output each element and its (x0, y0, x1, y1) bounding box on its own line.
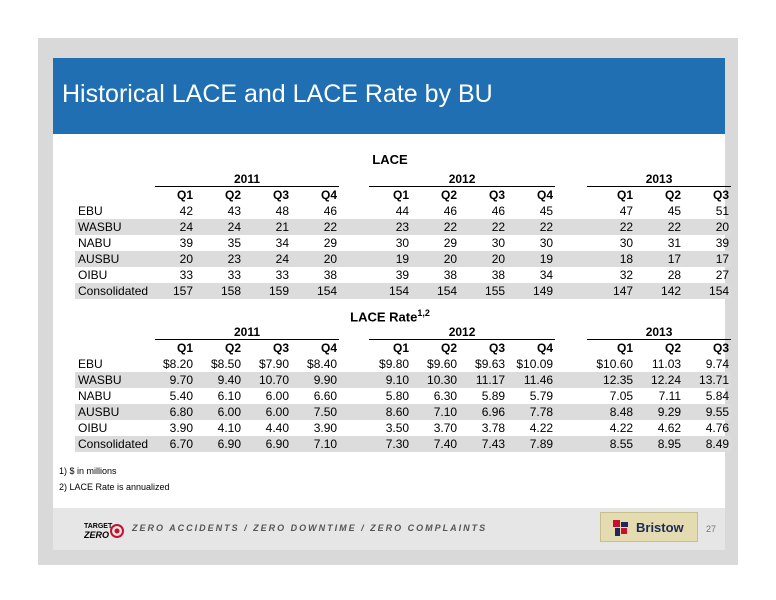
svg-text:ZERO: ZERO (84, 530, 110, 540)
value-cell: 4.22 (609, 420, 634, 435)
year-header: 2011 (155, 172, 339, 187)
quarter-header: Q4 (321, 340, 338, 355)
value-cell: 46 (323, 203, 338, 218)
value-cell: 12.24 (635, 372, 683, 388)
value-cell: 7.43 (459, 436, 507, 452)
spacer (339, 372, 369, 388)
value-cell: 38 (443, 267, 458, 282)
lace-rate-heading-text: LACE Rate (350, 309, 418, 325)
table-row (75, 251, 731, 267)
value-cell: 46 (491, 203, 506, 218)
spacer (555, 267, 587, 283)
footnote-2: 2) LACE Rate is annualized (59, 482, 170, 492)
value-cell: 7.10 (291, 436, 339, 452)
spacer (339, 172, 369, 187)
value-cell: 142 (635, 283, 683, 299)
value-cell: 19 (369, 251, 411, 267)
spacer (339, 436, 369, 452)
value-cell: 22 (291, 219, 339, 235)
spacer (555, 172, 587, 187)
value-cell: $8.20 (162, 356, 193, 371)
spacer (555, 203, 587, 219)
slide-title: Historical LACE and LACE Rate by BU (62, 80, 493, 108)
value-cell: 38 (491, 267, 506, 282)
year-header: 2012 (369, 172, 555, 187)
value-cell: 24 (195, 219, 243, 235)
row-label: EBU (78, 203, 103, 218)
spacer (339, 356, 369, 372)
lace-heading-text: LACE (372, 152, 408, 167)
value-cell: 9.40 (195, 372, 243, 388)
value-cell: 28 (667, 267, 682, 282)
value-cell: 17 (683, 251, 731, 267)
spacer (339, 325, 369, 340)
value-cell: 6.00 (243, 404, 291, 420)
value-cell: 6.70 (155, 436, 195, 452)
value-cell: 39 (395, 267, 410, 282)
table-row (75, 219, 731, 235)
year-header: 2013 (587, 172, 731, 187)
value-cell: 3.78 (481, 420, 506, 435)
spacer (339, 388, 369, 404)
spacer (555, 340, 587, 356)
value-cell: 22 (635, 219, 683, 235)
value-cell: 11.17 (459, 372, 507, 388)
value-cell: 19 (507, 251, 555, 267)
quarter-header: Q2 (224, 340, 241, 355)
value-cell: 20 (411, 251, 459, 267)
footnote-1: 1) $ in millions (59, 466, 117, 476)
value-cell: 6.90 (243, 436, 291, 452)
value-cell: 6.90 (195, 436, 243, 452)
spacer (555, 187, 587, 203)
value-cell: 22 (507, 219, 555, 235)
value-cell: 33 (275, 267, 289, 282)
bristow-wordmark: Bristow (636, 520, 684, 535)
value-cell: 3.90 (313, 420, 338, 435)
table-row (75, 235, 731, 251)
value-cell: 5.80 (385, 388, 410, 403)
value-cell: 3.70 (433, 420, 458, 435)
row-label: AUSBU (75, 251, 155, 267)
value-cell: 7.50 (291, 404, 339, 420)
year-header: 2013 (587, 325, 731, 340)
quarter-header: Q1 (176, 340, 193, 355)
value-cell: $9.80 (379, 356, 410, 371)
value-cell: 11.46 (507, 372, 555, 388)
value-cell: 158 (195, 283, 243, 299)
value-cell: 7.89 (507, 436, 555, 452)
value-cell: 4.62 (657, 420, 682, 435)
spacer (339, 251, 369, 267)
value-cell: 17 (635, 251, 683, 267)
quarter-header: Q1 (176, 187, 193, 202)
spacer (75, 187, 155, 203)
spacer (555, 251, 587, 267)
value-cell: 8.48 (587, 404, 635, 420)
value-cell: 9.10 (369, 372, 411, 388)
value-cell: 9.90 (291, 372, 339, 388)
bristow-logo (600, 512, 698, 542)
spacer (555, 283, 587, 299)
spacer (555, 420, 587, 436)
value-cell: 7.78 (507, 404, 555, 420)
value-cell: 24 (243, 251, 291, 267)
table-row (75, 404, 731, 420)
quarter-header: Q3 (713, 187, 730, 202)
quarter-header: Q4 (321, 187, 338, 202)
value-cell: 45 (667, 203, 682, 218)
value-cell: 154 (411, 283, 459, 299)
value-cell: 9.74 (705, 356, 730, 371)
bristow-emblem-icon (611, 518, 631, 538)
value-cell: 27 (715, 267, 730, 282)
value-cell: 8.95 (635, 436, 683, 452)
value-cell: 44 (395, 203, 410, 218)
value-cell: 4.40 (265, 420, 289, 435)
value-cell: 23 (195, 251, 243, 267)
spacer (339, 404, 369, 420)
value-cell: 7.05 (609, 388, 634, 403)
target-zero-logo (84, 519, 124, 541)
value-cell: $9.60 (427, 356, 458, 371)
value-cell: 8.49 (683, 436, 731, 452)
value-cell: 48 (275, 203, 289, 218)
value-cell: 4.76 (705, 420, 730, 435)
spacer (339, 203, 369, 219)
quarter-header: Q1 (617, 187, 634, 202)
value-cell: 149 (507, 283, 555, 299)
value-cell: 6.30 (433, 388, 458, 403)
value-cell: 157 (155, 283, 195, 299)
value-cell: 154 (291, 283, 339, 299)
spacer (555, 325, 587, 340)
value-cell: 3.90 (169, 420, 193, 435)
value-cell: 20 (683, 219, 731, 235)
quarter-header: Q2 (665, 187, 682, 202)
value-cell: 7.10 (411, 404, 459, 420)
value-cell: $9.63 (475, 356, 506, 371)
value-cell: 10.70 (243, 372, 291, 388)
spacer (339, 283, 369, 299)
quarter-header: Q1 (393, 340, 410, 355)
value-cell: 31 (667, 235, 682, 250)
spacer (555, 372, 587, 388)
value-cell: 22 (587, 219, 635, 235)
year-header: 2011 (155, 325, 339, 340)
value-cell: 155 (459, 283, 507, 299)
value-cell: 5.79 (529, 388, 554, 403)
table-row (75, 420, 731, 436)
value-cell: 20 (291, 251, 339, 267)
value-cell: 8.60 (369, 404, 411, 420)
spacer (339, 267, 369, 283)
value-cell: 6.10 (217, 388, 241, 403)
value-cell: 9.55 (683, 404, 731, 420)
value-cell: 35 (227, 235, 241, 250)
value-cell: 6.96 (459, 404, 507, 420)
value-cell: 30 (491, 235, 506, 250)
quarter-header: Q3 (489, 187, 506, 202)
value-cell: 6.80 (155, 404, 195, 420)
row-label: OIBU (78, 267, 108, 282)
value-cell: $8.50 (210, 356, 241, 371)
value-cell: 6.00 (265, 388, 289, 403)
value-cell: 8.55 (587, 436, 635, 452)
quarter-header: Q2 (665, 340, 682, 355)
value-cell: 154 (683, 283, 731, 299)
row-label: EBU (78, 356, 103, 371)
value-cell: 33 (227, 267, 241, 282)
spacer (339, 187, 369, 203)
spacer (555, 404, 587, 420)
value-cell: 5.40 (169, 388, 193, 403)
lace-rate-heading (320, 308, 460, 324)
lace-rate-heading-sup: 1,2 (417, 308, 430, 318)
value-cell: $8.40 (307, 356, 338, 371)
quarter-header: Q2 (224, 187, 241, 202)
value-cell: 30 (539, 235, 554, 250)
value-cell: 34 (539, 267, 554, 282)
lace-rate-table (75, 325, 731, 452)
value-cell: 9.70 (155, 372, 195, 388)
page-number: 27 (706, 524, 717, 534)
value-cell: 23 (369, 219, 411, 235)
value-cell: 29 (443, 235, 458, 250)
value-cell: 34 (275, 235, 289, 250)
spacer (555, 219, 587, 235)
row-label: OIBU (78, 420, 108, 435)
table-row (75, 388, 731, 404)
quarter-header: Q1 (393, 187, 410, 202)
value-cell: 43 (227, 203, 241, 218)
value-cell: $10.09 (516, 356, 554, 371)
table-row (75, 283, 731, 299)
value-cell: 7.30 (369, 436, 411, 452)
value-cell: 11.03 (651, 356, 682, 371)
spacer (339, 340, 369, 356)
year-header: 2012 (369, 325, 555, 340)
quarter-header: Q3 (489, 340, 506, 355)
table-row (75, 436, 731, 452)
value-cell: 21 (243, 219, 291, 235)
svg-text:TARGET: TARGET (84, 523, 113, 530)
table-row (75, 356, 731, 372)
value-cell: 147 (587, 283, 635, 299)
value-cell: 9.29 (635, 404, 683, 420)
value-cell: 22 (411, 219, 459, 235)
value-cell: 3.50 (385, 420, 410, 435)
value-cell: 7.11 (658, 388, 682, 403)
table-row (75, 372, 731, 388)
value-cell: 29 (323, 235, 338, 250)
footer-tagline: ZERO ACCIDENTS / ZERO DOWNTIME / ZERO COMPLAINTS (132, 523, 488, 533)
value-cell: 18 (587, 251, 635, 267)
spacer (339, 219, 369, 235)
value-cell: 6.60 (313, 388, 338, 403)
value-cell: 30 (619, 235, 634, 250)
row-label: Consolidated (75, 283, 155, 299)
quarter-header: Q2 (441, 187, 458, 202)
value-cell: 7.40 (411, 436, 459, 452)
spacer (555, 235, 587, 251)
value-cell: 46 (443, 203, 458, 218)
quarter-header: Q4 (537, 340, 554, 355)
spacer (75, 172, 155, 187)
spacer (75, 340, 155, 356)
spacer (339, 420, 369, 436)
lace-table (75, 172, 731, 299)
value-cell: 13.71 (683, 372, 731, 388)
value-cell: 154 (369, 283, 411, 299)
table-row (75, 267, 731, 283)
value-cell: $7.90 (258, 356, 289, 371)
quarter-header: Q4 (537, 187, 554, 202)
row-label: Consolidated (75, 436, 155, 452)
value-cell: 24 (155, 219, 195, 235)
row-label: NABU (78, 388, 112, 403)
value-cell: 51 (715, 203, 730, 218)
value-cell: 5.84 (705, 388, 730, 403)
spacer (555, 388, 587, 404)
value-cell: 45 (539, 203, 554, 218)
row-label: AUSBU (75, 404, 155, 420)
value-cell: 4.10 (217, 420, 241, 435)
value-cell: 10.30 (411, 372, 459, 388)
row-label: NABU (78, 235, 112, 250)
value-cell: 5.89 (481, 388, 506, 403)
value-cell: 30 (395, 235, 410, 250)
value-cell: 39 (715, 235, 730, 250)
value-cell: 6.00 (195, 404, 243, 420)
value-cell: 32 (619, 267, 634, 282)
value-cell: $10.60 (596, 356, 634, 371)
quarter-header: Q3 (272, 187, 289, 202)
lace-heading (350, 152, 430, 167)
quarter-header: Q3 (713, 340, 730, 355)
value-cell: 159 (243, 283, 291, 299)
value-cell: 4.22 (529, 420, 554, 435)
value-cell: 33 (179, 267, 193, 282)
value-cell: 42 (179, 203, 193, 218)
quarter-header: Q2 (441, 340, 458, 355)
value-cell: 20 (155, 251, 195, 267)
spacer (555, 436, 587, 452)
row-label: WASBU (75, 372, 155, 388)
value-cell: 38 (323, 267, 338, 282)
value-cell: 12.35 (587, 372, 635, 388)
spacer (75, 325, 155, 340)
quarter-header: Q1 (617, 340, 634, 355)
value-cell: 39 (179, 235, 193, 250)
quarter-header: Q3 (272, 340, 289, 355)
value-cell: 47 (619, 203, 634, 218)
table-row (75, 203, 731, 219)
spacer (339, 235, 369, 251)
value-cell: 20 (459, 251, 507, 267)
spacer (555, 356, 587, 372)
value-cell: 22 (459, 219, 507, 235)
row-label: WASBU (75, 219, 155, 235)
